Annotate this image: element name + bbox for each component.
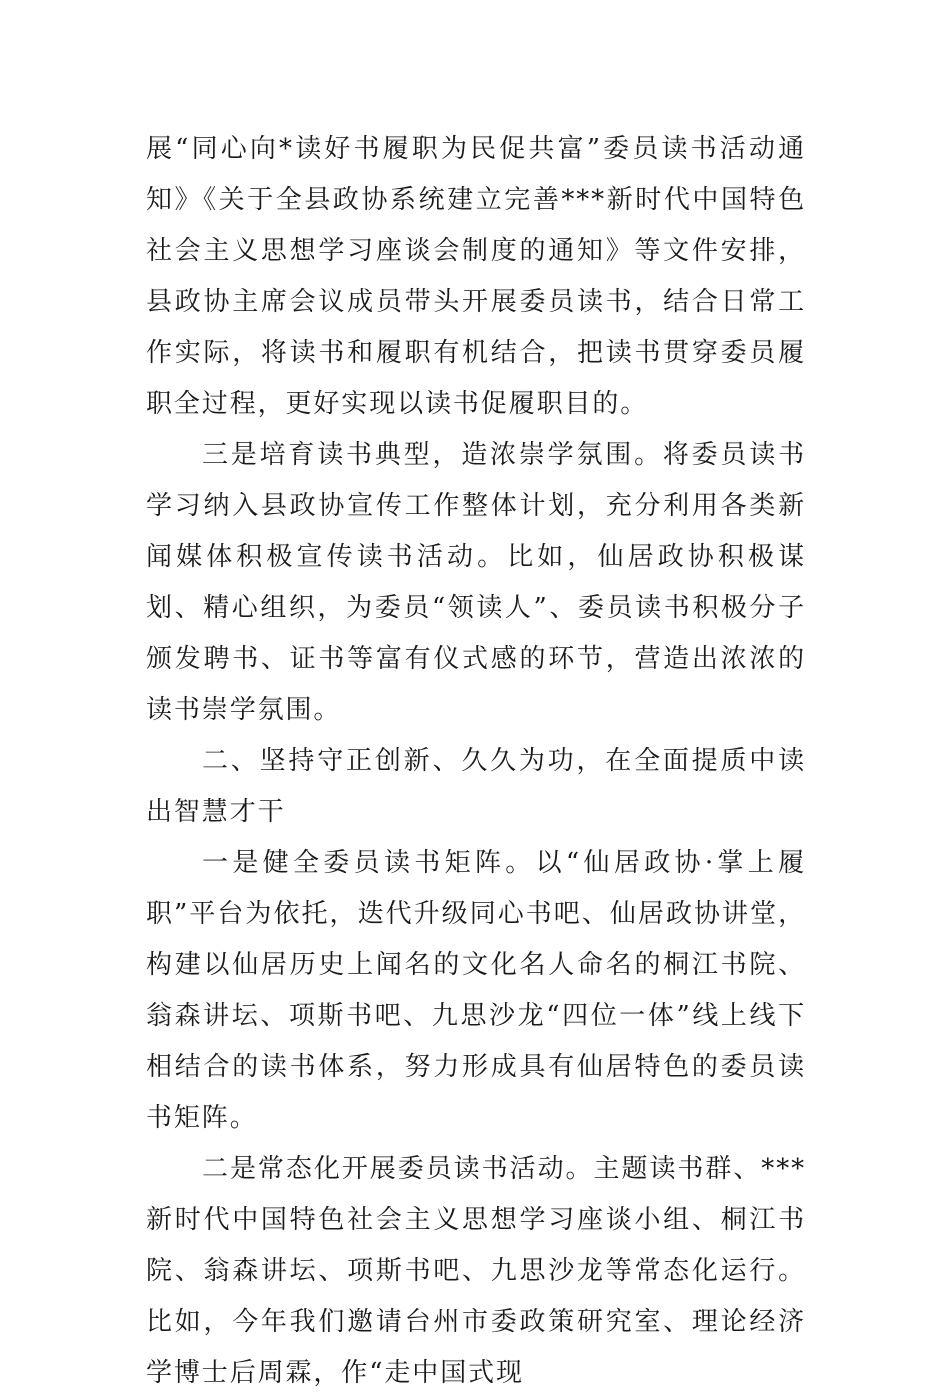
paragraph-reading-matrix: 一是健全委员读书矩阵。以“仙居政协·掌上履职”平台为依托，迭代升级同心书吧、仙居政协讲堂，构建以仙居历史上闻名的文化名人命名的桐江书院、翁森讲坛、项斯书吧、九思沙龙“四位一体”线上线下相结合的读书体系，努力形成具有仙居特色的委员读书矩阵。	[146, 848, 806, 1133]
section-heading: 二、坚持守正创新、久久为功，在全面提质中读出智慧才干	[146, 746, 806, 827]
paragraph-reading-models: 三是培育读书典型，造浓崇学氛围。将委员读书学习纳入县政协宣传工作整体计划，充分利用各类新闻媒体积极宣传读书活动。比如，仙居政协积极谋划、精心组织，为委员“领读人”、委员读书积极分子颁发聘书、证书等富有仪式感的环节，营造出浓浓的读书崇学氛围。	[146, 440, 806, 725]
paragraph-regular-activities: 二是常态化开展委员读书活动。主题读书群、***新时代中国特色社会主义思想学习座谈小组、桐江书院、翁森讲坛、项斯书吧、九思沙龙等常态化运行。比如，今年我们邀请台州市委政策研究室、理论经济学博士后周霖，作“走中国式现	[146, 1154, 806, 1388]
document-body	[146, 124, 806, 1399]
paragraph-continuation: 展“同心向*读好书履职为民促共富”委员读书活动通知》《关于全县政协系统建立完善***新时代中国特色社会主义思想学习座谈会制度的通知》等文件安排，县政协主席会议成员带头开展委员读书，结合日常工作实际，将读书和履职有机结合，把读书贯穿委员履职全过程，更好实现以读书促履职目的。	[146, 134, 806, 419]
